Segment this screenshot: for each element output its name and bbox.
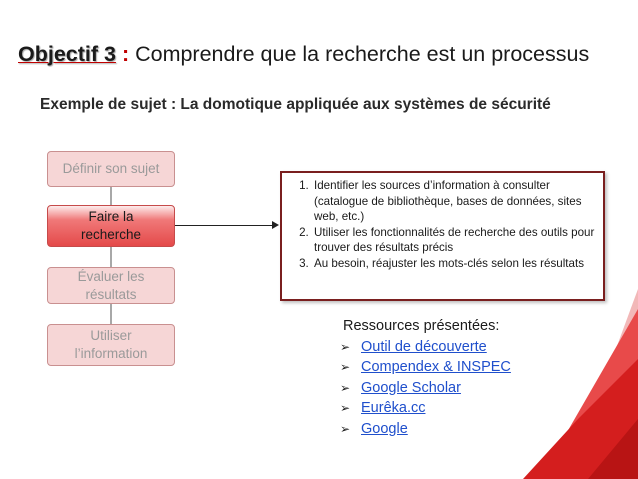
step-label: Faire la recherche	[80, 209, 142, 242]
resource-link-google-scholar[interactable]: Google Scholar	[361, 379, 461, 396]
step-define-subject	[47, 151, 175, 187]
step-label: Utiliser l’information	[74, 328, 148, 361]
step-evaluate-results	[47, 267, 175, 304]
arrowhead-bullet-icon: ➢	[340, 360, 351, 374]
arrowhead-bullet-icon: ➢	[340, 421, 351, 436]
resources-heading: Ressources présentées:	[343, 318, 500, 334]
resource-item	[340, 337, 511, 358]
instruction-item: 3. Au besoin, réajuster les mots-clés selon les résultats	[312, 256, 597, 272]
decorative-corner-shapes	[518, 289, 638, 479]
arrow-head-icon	[272, 221, 279, 229]
resource-item	[340, 378, 511, 399]
resource-item	[340, 357, 511, 378]
step-connector	[110, 187, 112, 205]
resource-link-eureka[interactable]: Eurêka.cc	[361, 400, 426, 416]
objective-label: Objectif 3	[18, 42, 116, 66]
arrowhead-bullet-icon: ➢	[340, 339, 351, 354]
arrowhead-bullet-icon: ➢	[340, 401, 351, 415]
step-use-information	[47, 324, 175, 366]
resources-list	[340, 337, 511, 440]
resource-item	[340, 419, 511, 440]
resource-link-discovery-tool[interactable]: Outil de découverte	[361, 338, 487, 355]
step-do-research	[47, 205, 175, 247]
step-label: Définir son sujet	[62, 161, 160, 176]
resource-item	[340, 398, 511, 419]
instructions-list	[286, 178, 597, 271]
resources-section	[340, 316, 511, 439]
objective-text: Comprendre que la recherche est un processus	[129, 42, 590, 66]
resource-link-compendex-inspec[interactable]: Compendex & INSPEC	[361, 359, 511, 375]
arrowhead-bullet-icon: ➢	[340, 380, 351, 395]
step-connector	[110, 304, 112, 324]
slide-title	[18, 40, 628, 68]
step-label: Évaluer les résultats	[77, 268, 145, 302]
instructions-box	[280, 171, 605, 301]
arrow-line	[175, 225, 273, 226]
objective-colon: :	[115, 42, 130, 66]
example-subject: Exemple de sujet : La domotique appliquée aux systèmes de sécurité	[40, 96, 551, 113]
step-connector	[110, 247, 112, 267]
instruction-item: 1. Identifier les sources d’information à consulter (catalogue de bibliothèque, bases de données, sites web, etc.)	[312, 178, 597, 225]
resource-link-google[interactable]: Google	[361, 420, 408, 437]
instruction-item: 2. Utiliser les fonctionnalités de recherche des outils pour trouver des résultats précis	[312, 225, 597, 256]
